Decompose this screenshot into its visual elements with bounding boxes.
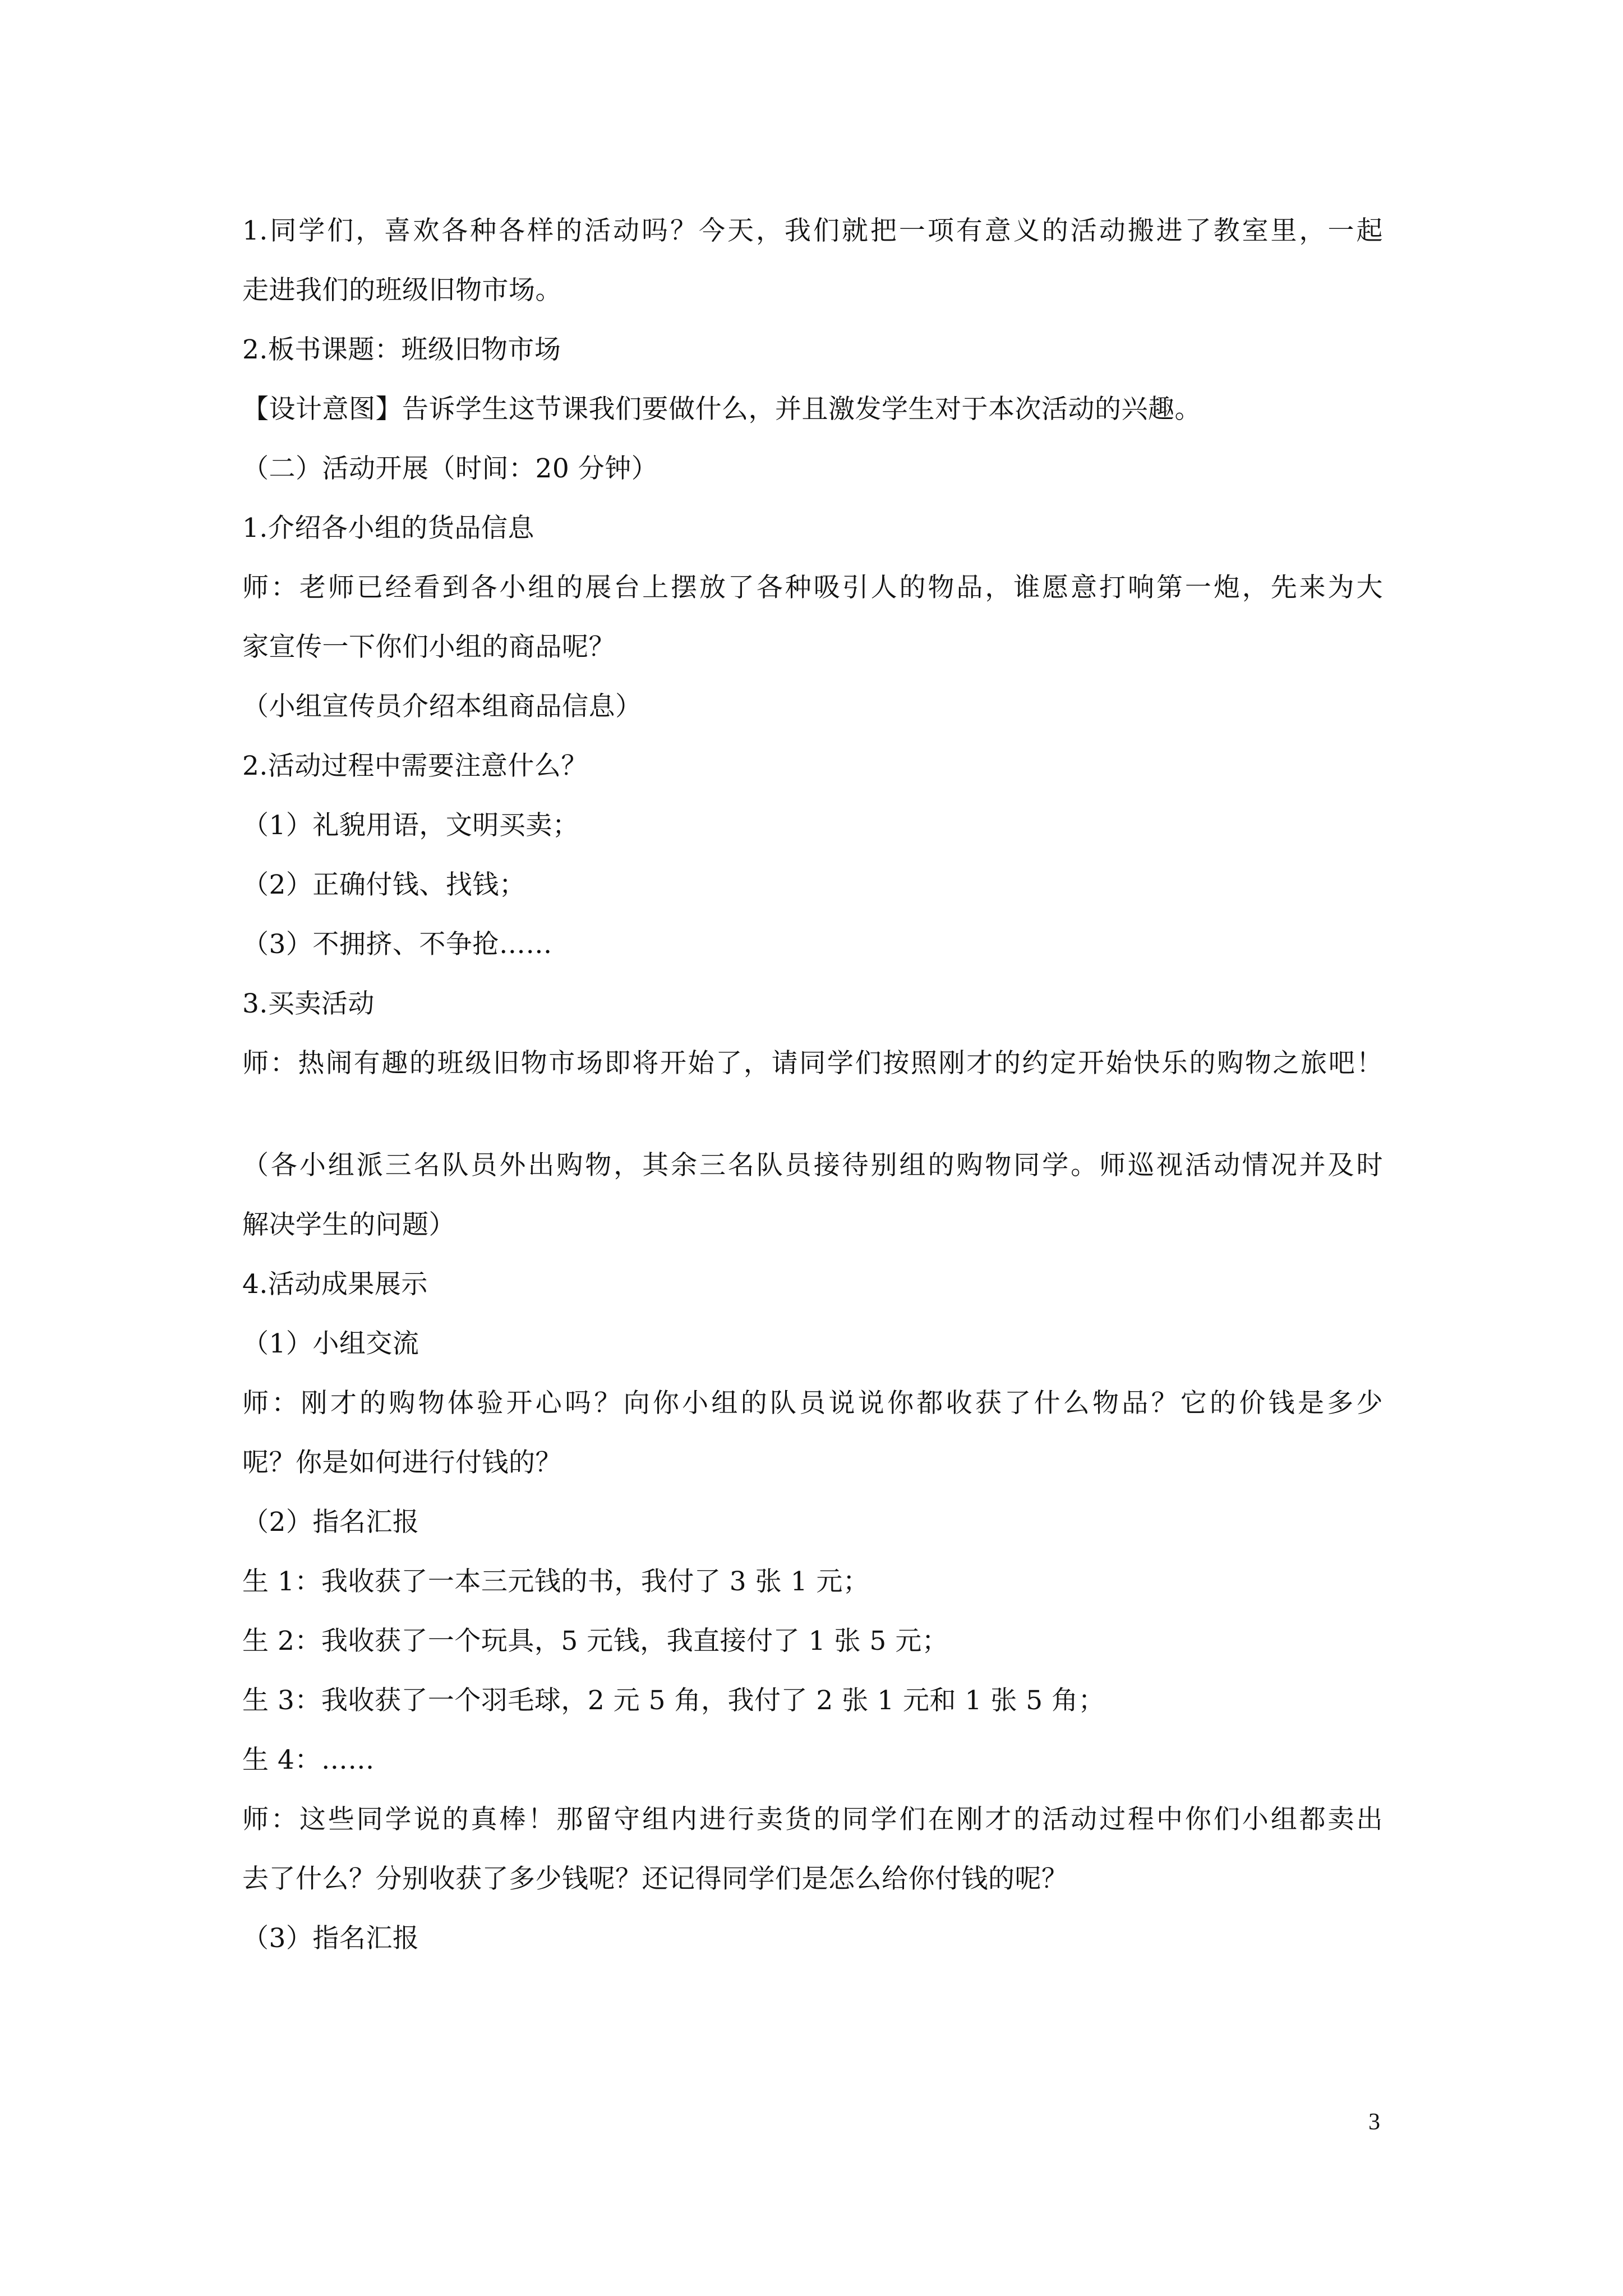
text-line-17: 解决学生的问题） [242, 1209, 455, 1240]
text-line-24: 生 2：我收获了一个玩具，5 元钱，我直接付了 1 张 5 元； [242, 1626, 949, 1657]
text-line-20: 师：刚才的购物体验开心吗？向你小组的队员说说你都收获了什么物品？它的价钱是多少 [242, 1388, 1383, 1419]
text-line-9: （小组宣传员介绍本组商品信息） [242, 691, 642, 722]
text-line-7: 师：老师已经看到各小组的展台上摆放了各种吸引人的物品，谁愿意打响第一炮，先来为大 [242, 572, 1383, 603]
text-line-8: 家宣传一下你们小组的商品呢？ [242, 632, 615, 662]
text-line-15: 师：热闹有趣的班级旧物市场即将开始了，请同学们按照刚才的约定开始快乐的购物之旅吧！ [242, 1048, 1383, 1079]
text-line-22: （2）指名汇报 [242, 1507, 419, 1538]
text-line-10: 2.活动过程中需要注意什么？ [242, 751, 588, 781]
text-line-13: （3）不拥挤、不争抢…… [242, 929, 552, 960]
text-line-26: 生 4：…… [242, 1745, 375, 1775]
text-line-29: （3）指名汇报 [242, 1923, 419, 1954]
text-line-19: （1）小组交流 [242, 1328, 419, 1359]
text-line-16: （各小组派三名队员外出购物，其余三名队员接待别组的购物同学。师巡视活动情况并及时 [242, 1150, 1383, 1181]
text-line-23: 生 1：我收获了一本三元钱的书，我付了 3 张 1 元； [242, 1566, 870, 1597]
text-line-21: 呢？你是如何进行付钱的？ [242, 1447, 562, 1478]
text-line-14: 3.买卖活动 [242, 988, 375, 1019]
section-heading: （二）活动开展（时间：20 分钟） [242, 453, 658, 484]
text-line-28: 去了什么？分别收获了多少钱呢？还记得同学们是怎么给你付钱的呢？ [242, 1864, 1068, 1894]
text-line-6: 1.介绍各小组的货品信息 [242, 513, 534, 544]
text-line-4: 【设计意图】告诉学生这节课我们要做什么，并且激发学生对于本次活动的兴趣。 [242, 394, 1201, 425]
text-line-12: （2）正确付钱、找钱； [242, 869, 526, 900]
text-line-18: 4.活动成果展示 [242, 1269, 428, 1300]
text-line-25: 生 3：我收获了一个羽毛球，2 元 5 角，我付了 2 张 1 元和 1 张 5 角； [242, 1685, 1105, 1716]
text-line-1: 1.同学们，喜欢各种各样的活动吗？今天，我们就把一项有意义的活动搬进了教室里，一起 [242, 215, 1383, 246]
text-line-3: 2.板书课题：班级旧物市场 [242, 334, 561, 365]
page-number: 3 [1368, 2109, 1380, 2135]
text-line-11: （1）礼貌用语，文明买卖； [242, 810, 579, 841]
text-line-2: 走进我们的班级旧物市场。 [242, 275, 562, 306]
text-line-27: 师：这些同学说的真棒！那留守组内进行卖货的同学们在刚才的活动过程中你们小组都卖出 [242, 1804, 1383, 1835]
